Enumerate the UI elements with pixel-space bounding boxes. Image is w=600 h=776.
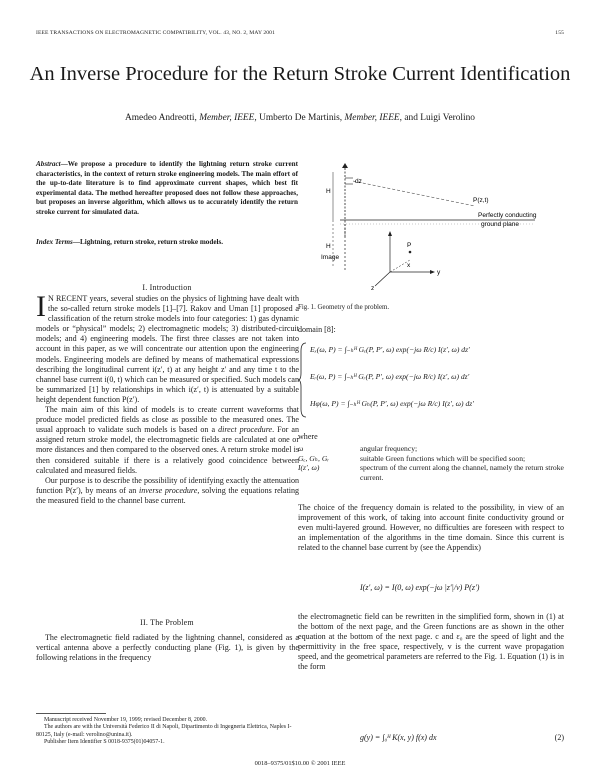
section-heading-problem: II. The Problem xyxy=(140,618,194,627)
label-plane-1: Perfectly conducting xyxy=(478,212,537,219)
label-p: P xyxy=(407,242,412,249)
intro-paragraph-2-text: The main aim of this kind of models is to create current waveforms that produce model predicted fields as close as possible to the measured ones. The usual approach to validate such models is based on a xyxy=(36,405,299,435)
intro-paragraph-1 xyxy=(36,290,299,405)
definition-row xyxy=(298,444,564,454)
intro-paragraph-2 xyxy=(36,405,299,476)
equation-2: g(y) = ∫₀ᴴ K(x, y) f(x) dx xyxy=(360,733,437,742)
domain-text: domain [8]: xyxy=(298,325,336,334)
channel-arrow xyxy=(342,163,348,168)
eq-row-2-lhs: Eᵣ(ω, P) = xyxy=(310,372,343,381)
problem-body xyxy=(36,633,299,663)
footnote-received: Manuscript received November 19, 1999; revised December 8, 2000. xyxy=(44,717,208,723)
distance-line xyxy=(353,181,475,206)
label-plane-2: ground plane xyxy=(481,221,519,228)
field-equations xyxy=(298,339,564,421)
definition-text: spectrum of the current along the channel, namely the return stroke current. xyxy=(360,463,564,482)
observation-point xyxy=(409,251,412,254)
section-heading-introduction: I. Introduction xyxy=(142,283,192,292)
copyright-footer: 0018–9375/01$10.00 © 2001 IEEE xyxy=(254,760,346,767)
paper-title: An Inverse Procedure for the Return Stroke Current Identification xyxy=(29,63,571,85)
footnote-affiliation: The authors are with the Università Federico II di Napoli, Dipartimento di Ingegneria Elettrica, Naples I-80125, Italy (e-mail: verolino@unina.it). xyxy=(36,724,292,738)
intro-paragraph-3-emphasis: inverse procedure xyxy=(138,485,198,495)
frequency-domain-paragraph: The choice of the frequency domain is related to the possibility, in view of an improvement of this work, of taking into account finite conductivity ground or even multi-layered ground. However, no difficulties are foreseen with respect to an implementation of the algorithms in the time domain. Since this current is related to the channel base current by (see the Appendix) xyxy=(298,503,564,553)
index-terms xyxy=(36,238,298,246)
eq-row-3-rhs: ∫₋ₕᴴ Gₕ(P, P′, ω) exp(−jω R/c) I(z′, ω) dz′ xyxy=(347,399,474,408)
abstract-label: Abstract xyxy=(36,160,61,168)
eq-row-3 xyxy=(310,399,474,408)
label-x-point: x xyxy=(407,262,411,269)
index-terms-text: —Lightning, return stroke, return stroke models. xyxy=(72,238,224,246)
author-3: , and Luigi Verolino xyxy=(399,113,475,123)
definition-symbol: Gₑ, Gₕ, Gᵣ xyxy=(298,453,330,463)
definition-row xyxy=(298,463,564,482)
intro-paragraph-1-text: N RECENT years, several studies on the physics of lightning have dealt with the so-called return stroke models [1]–[7]. Rakov and Uman [1] proposed a classification of the return stroke models into four categories: 1) gas dynamic models or “physical” models; 2) electromagnetic models; 3) distributed-circuit models; and 4) engineering models. The first three classes are not taken into account in this paper, as we will concentrate our attention upon the engineering models. Engineering models are defined by means of mathematical expressions describing the longitudinal current i(z′, t) at any height z′ and any time t to the channel base current i(0, t) which can be measured or specified. Such models can be summarized [1] by relationships in which i(z′, t) is attenuated by a suitable height dependent function P(z′). xyxy=(36,294,299,404)
eq-row-3-lhs: Hφ(ω, P) = xyxy=(310,399,346,408)
eq-row-2-rhs: ∫₋ₕᴴ Gᵣ(P, P′, ω) exp(−jω R/c) I(z′, ω) dz′ xyxy=(344,372,470,381)
introduction-body xyxy=(36,290,300,506)
definition-text: suitable Green functions which will be specified soon; xyxy=(360,453,526,463)
intro-paragraph-3 xyxy=(36,476,299,506)
definitions-list xyxy=(298,444,564,482)
eq-row-2 xyxy=(310,372,469,381)
x-axis-arrow xyxy=(430,270,435,274)
label-dz: dz xyxy=(355,178,362,185)
abstract-text: —We propose a procedure to identify the lightning return stroke current characteristics, in the context of return stroke engineering models. The main effort of the up-to-date literature is to find approximate current shapes, which best fit experimental data. The method hereafter proposed does not follow these approaches, but proposes an inverse algorithm, which allows us to accurately identify the return stroke current for simulated data. xyxy=(36,160,298,216)
intro-paragraph-2-rest: . For an assigned return stroke model, the electromagnetic fields are calculated at one or more distances and then compared to the observed ones. A return stroke model is then considered suitable if there is a relatively good coincidence between calculated and measured fields. xyxy=(36,425,300,475)
footnote-pii: Publisher Item Identifier S 0018-9375(01)04057-1. xyxy=(44,739,165,746)
definition-symbol: I(z′, ω) xyxy=(298,463,320,473)
index-terms-label: Index Terms xyxy=(36,238,73,246)
eq-row-1-rhs: ∫₋ₕᴴ Gₑ(P, P′, ω) exp(−jω R/c) I(z′, ω) dz′ xyxy=(344,345,470,354)
problem-paragraph-1: The electromagnetic field radiated by the lightning channel, considered as a vertical antenna above a perfectly conducting plane (Fig. 1), is given by the following relations in the frequency xyxy=(36,633,299,663)
running-head: IEEE TRANSACTIONS ON ELECTROMAGNETIC COMPATIBILITY, VOL. 43, NO. 2, MAY 2001 xyxy=(36,30,275,36)
drop-cap: I xyxy=(36,290,46,323)
simplified-form-paragraph: the electromagnetic field can be rewritten in the simplified form, shown in (1) at the bottom of the next page, and the Green functions are as shown in the other equation at the bottom of the next page. c and ε₀ are the speed of light and the permittivity in the free space, respectively, v is the current wave propagation speed, and the geometrical parameters are referred to the Fig. 1. Equation (1) is in the form xyxy=(298,612,564,672)
label-pz: P(z,t) xyxy=(473,197,489,204)
eq-row-1-lhs: Eₓ(ω, P) = xyxy=(310,345,343,354)
page-number: 155 xyxy=(555,30,564,36)
y-axis xyxy=(375,272,390,286)
author-1: Amedeo Andreotti, xyxy=(124,113,197,123)
figure-geometry xyxy=(305,160,565,295)
label-image: Image xyxy=(321,254,340,261)
label-h-upper: H xyxy=(326,188,331,195)
label-h-lower: H xyxy=(326,243,331,250)
current-equation: I(z′, ω) = I(0, ω) exp(−jω |z′|/v) P(z′) xyxy=(360,583,480,592)
eq-row-1 xyxy=(310,345,470,354)
author-1-membership: Member, IEEE xyxy=(199,113,255,123)
z-axis-arrow xyxy=(388,231,392,236)
abstract xyxy=(36,160,298,218)
definition-row xyxy=(298,454,564,464)
definition-symbol: ω xyxy=(298,444,304,453)
label-y: y xyxy=(437,269,441,276)
where-label: where xyxy=(298,432,318,441)
author-line xyxy=(20,113,580,123)
intro-paragraph-3-text: Our purpose is to describe the possibility of identifying exactly the attenuation function P(z′), by means of an xyxy=(36,475,299,495)
equation-2-number: (2) xyxy=(554,733,564,742)
author-2-membership: Member, IEEE xyxy=(344,113,400,123)
figure-caption: Fig. 1. Geometry of the problem. xyxy=(298,304,390,311)
intro-paragraph-3-rest: , solving the equations relating the measured field to the channel base current. xyxy=(36,485,299,505)
footnote-rule xyxy=(36,713,106,714)
definition-text: angular frequency; xyxy=(360,444,418,453)
author-2: , Umberto De Martinis, xyxy=(254,113,343,123)
label-z: z xyxy=(371,285,375,292)
footnote xyxy=(36,717,298,747)
intro-paragraph-2-emphasis: direct procedure xyxy=(218,425,273,435)
